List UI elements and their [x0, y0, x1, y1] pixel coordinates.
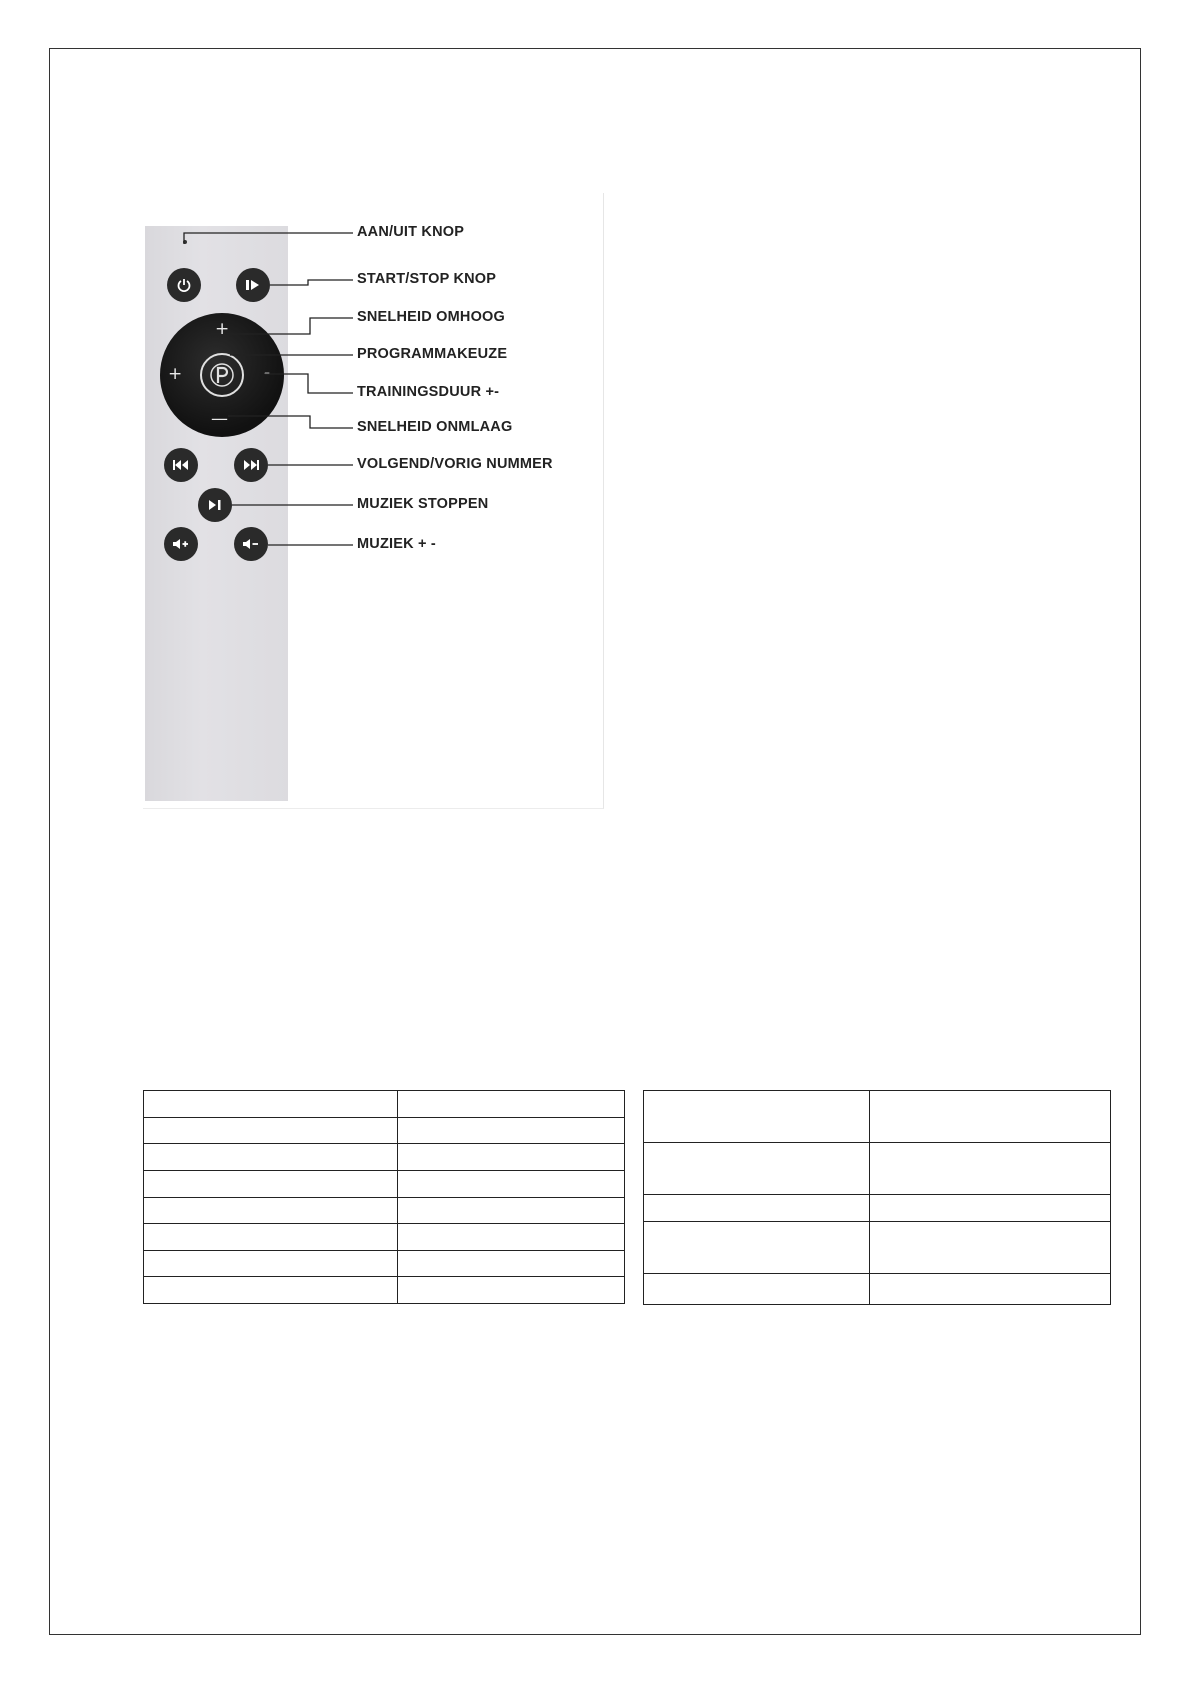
table-cell [644, 1091, 870, 1143]
table-cell [869, 1222, 1110, 1274]
previous-track-button[interactable] [164, 448, 198, 482]
previous-track-icon [172, 459, 190, 471]
volume-down-button[interactable] [234, 527, 268, 561]
power-icon [176, 277, 192, 293]
table-row [644, 1091, 1111, 1143]
label-track: VOLGEND/VORIG NUMMER [357, 456, 553, 472]
table-row [144, 1197, 625, 1224]
duration-minus-symbol[interactable]: - [264, 363, 271, 383]
table-cell [144, 1170, 398, 1197]
table-cell [644, 1143, 870, 1195]
table-cell [398, 1277, 625, 1304]
table-cell [144, 1197, 398, 1224]
speed-up-symbol[interactable]: + [215, 319, 230, 339]
play-stop-icon [207, 499, 223, 511]
volume-up-icon [172, 538, 190, 550]
table-row [144, 1250, 625, 1277]
right-table [643, 1090, 1111, 1305]
table-cell [398, 1197, 625, 1224]
left-table [143, 1090, 625, 1304]
table-cell [869, 1195, 1110, 1222]
volume-up-button[interactable] [164, 527, 198, 561]
music-stop-button[interactable] [198, 488, 232, 522]
table-row [644, 1274, 1111, 1305]
play-pause-icon [244, 277, 262, 293]
table-cell [398, 1091, 625, 1118]
table-cell [144, 1091, 398, 1118]
table-cell [644, 1222, 870, 1274]
table-cell [644, 1274, 870, 1305]
program-p-icon [207, 360, 237, 390]
label-volume: MUZIEK + - [357, 536, 436, 552]
label-power: AAN/UIT KNOP [357, 224, 465, 240]
table-cell [398, 1250, 625, 1277]
table-cell [144, 1144, 398, 1171]
table-row [144, 1144, 625, 1171]
table-cell [398, 1117, 625, 1144]
table-cell [144, 1250, 398, 1277]
power-button[interactable] [167, 268, 201, 302]
label-speed-down: SNELHEID ONMLAAG [357, 419, 513, 435]
table-row [144, 1277, 625, 1304]
table-row [644, 1195, 1111, 1222]
table-cell [144, 1224, 398, 1251]
label-speed-up: SNELHEID OMHOOG [357, 309, 506, 325]
table-cell [869, 1091, 1110, 1143]
table-cell [144, 1117, 398, 1144]
table-cell [398, 1224, 625, 1251]
label-start-stop: START/STOP KNOP [357, 271, 497, 287]
table-cell [144, 1277, 398, 1304]
table-cell [869, 1143, 1110, 1195]
next-track-icon [242, 459, 260, 471]
label-program: PROGRAMMAKEUZE [357, 346, 508, 362]
start-stop-button[interactable] [236, 268, 270, 302]
table-row [144, 1170, 625, 1197]
speed-down-symbol[interactable]: — [211, 409, 228, 429]
table-row [644, 1143, 1111, 1195]
program-dpad[interactable] [160, 313, 284, 437]
label-duration: TRAININGSDUUR +- [357, 384, 500, 400]
table-row [144, 1117, 625, 1144]
indicator-led [183, 240, 187, 244]
table-cell [869, 1274, 1110, 1305]
table-row [144, 1224, 625, 1251]
program-button[interactable] [200, 353, 244, 397]
next-track-button[interactable] [234, 448, 268, 482]
table-cell [398, 1144, 625, 1171]
label-music-stop: MUZIEK STOPPEN [357, 496, 489, 512]
table-cell [644, 1195, 870, 1222]
volume-down-icon [242, 538, 260, 550]
table-row [644, 1222, 1111, 1274]
table-cell [398, 1170, 625, 1197]
table-row [144, 1091, 625, 1118]
duration-plus-symbol[interactable]: + [168, 364, 183, 384]
